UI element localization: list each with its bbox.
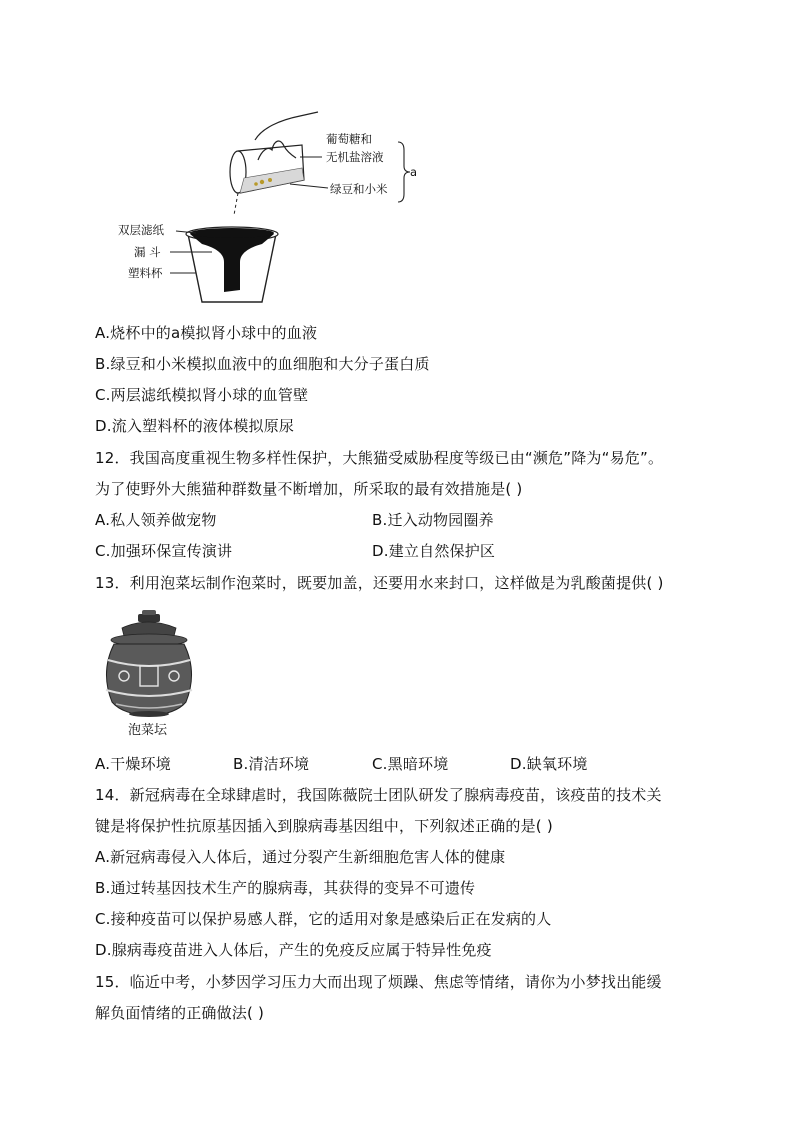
q12-option-a: A.私人领养做宠物 <box>95 511 217 529</box>
q14-stem-line1: 14．新冠病毒在全球肆虐时，我国陈薇院士团队研发了腺病毒疫苗，该疫苗的技术关 <box>95 786 662 804</box>
pickle-jar-caption: 泡菜坛 <box>128 723 168 738</box>
q12-stem-line2: 为了使野外大熊猫种群数量不断增加，所采取的最有效措施是( ) <box>95 480 523 498</box>
q13-option-c: C.黑暗环境 <box>372 755 449 773</box>
q12-option-c: C.加强环保宣传演讲 <box>95 542 233 560</box>
q13-option-a: A.干燥环境 <box>95 755 171 773</box>
label-filter-paper: 双层滤纸 <box>118 223 164 237</box>
label-plastic-cup: 塑料杯 <box>128 266 163 280</box>
q12-stem-line1: 12．我国高度重视生物多样性保护，大熊猫受威胁程度等级已由“濒危”降为“易危”。 <box>95 449 664 467</box>
q13-option-d: D.缺氧环境 <box>510 755 588 773</box>
q11-option-a: A.烧杯中的a模拟肾小球中的血液 <box>95 324 318 342</box>
q14-option-a: A.新冠病毒侵入人体后，通过分裂产生新细胞危害人体的健康 <box>95 848 506 866</box>
q14-option-c: C.接种疫苗可以保护易感人群，它的适用对象是感染后正在发病的人 <box>95 910 552 928</box>
q11-option-d: D.流入塑料杯的液体模拟原尿 <box>95 417 295 435</box>
q14-stem-line2: 键是将保护性抗原基因插入到腺病毒基因组中，下列叙述正确的是( ) <box>95 817 553 835</box>
q12-option-d: D.建立自然保护区 <box>372 542 496 560</box>
q13-stem: 13．利用泡菜坛制作泡菜时，既要加盖，还要用水来封口，这样做是为乳酸菌提供( ) <box>95 574 664 592</box>
q15-stem-line1: 15．临近中考，小梦因学习压力大而出现了烦躁、焦虑等情绪，请你为小梦找出能缓 <box>95 973 662 991</box>
label-beans: 绿豆和小米 <box>330 182 388 196</box>
q11-option-b: B.绿豆和小米模拟血液中的血细胞和大分子蛋白质 <box>95 355 430 373</box>
label-funnel: 漏 斗 <box>134 245 161 259</box>
q14-option-d: D.腺病毒疫苗进入人体后，产生的免疫反应属于特异性免疫 <box>95 941 492 959</box>
q15-stem-line2: 解负面情绪的正确做法( ) <box>95 1004 265 1022</box>
label-brace-a: a <box>410 165 418 179</box>
label-glucose-line2: 无机盐溶液 <box>326 150 384 164</box>
q12-option-b: B.迁入动物园圈养 <box>372 511 494 529</box>
q13-option-b: B.清洁环境 <box>233 755 310 773</box>
label-glucose-line1: 葡萄糖和 <box>326 132 372 146</box>
q14-option-b: B.通过转基因技术生产的腺病毒，其获得的变异不可遗传 <box>95 879 476 897</box>
q11-option-c: C.两层滤纸模拟肾小球的血管壁 <box>95 386 309 404</box>
